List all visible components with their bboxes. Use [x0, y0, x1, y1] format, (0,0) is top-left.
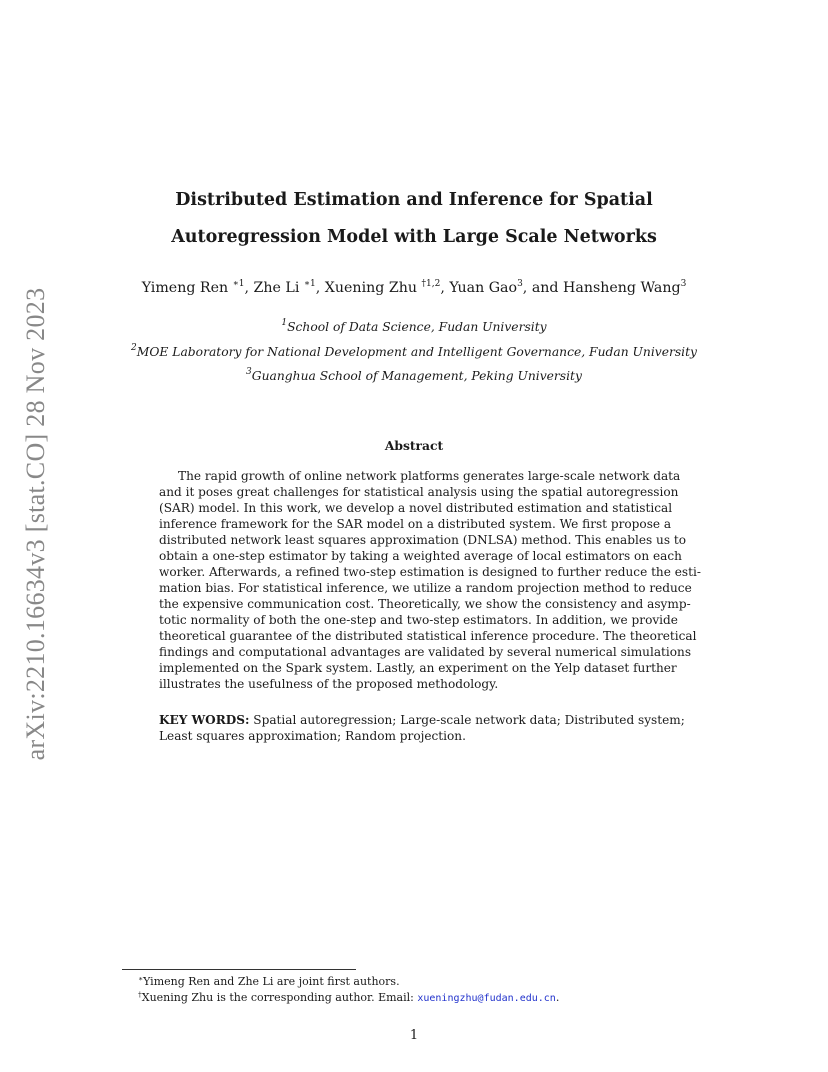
author-name: Hansheng Wang	[563, 280, 681, 296]
arxiv-identifier-stamp: arXiv:2210.16634v3 [stat.CO] 28 Nov 2023	[21, 287, 50, 761]
keywords-section	[159, 712, 685, 744]
author-affiliation-mark: ∗1	[232, 279, 245, 289]
email-link[interactable]: xueningzhu@fudan.edu.cn	[417, 992, 556, 1004]
footnote-rule	[122, 969, 356, 970]
author-name: Yimeng Ren	[141, 280, 229, 296]
footnote-text: Xuening Zhu is the corresponding author. Email:	[141, 990, 418, 1004]
abstract-body	[159, 468, 701, 692]
abstract-line: worker. Afterwards, a refined two-step estimation is designed to further reduce the esti-	[159, 565, 701, 579]
footnote-text: Yimeng Ren and Zhe Li are joint first authors.	[143, 975, 400, 988]
abstract-line: (SAR) model. In this work, we develop a novel distributed estimation and statistical	[159, 501, 673, 515]
author-name: Yuan Gao	[449, 280, 518, 296]
footnote-mark: †	[138, 989, 142, 999]
keywords-text-2: Least squares approximation; Random projection.	[159, 729, 466, 743]
affiliation-number: 1	[281, 318, 288, 328]
affiliation-3	[60, 369, 768, 383]
author-separator: ,	[315, 280, 325, 296]
footnotes	[138, 974, 559, 1006]
keywords-label: KEY WORDS:	[159, 713, 250, 727]
footnote-1	[138, 974, 559, 990]
affiliation-text: MOE Laboratory for National Development and Intelligent Governance, Fudan University	[136, 345, 697, 359]
abstract-line: the expensive communication cost. Theoretically, we show the consistency and asymp-	[159, 597, 691, 611]
affiliation-text: Guanghua School of Management, Peking University	[251, 369, 582, 383]
author-affiliation-mark: ∗1	[303, 279, 316, 289]
abstract-line: theoretical guarantee of the distributed statistical inference procedure. The theoretical	[159, 629, 697, 643]
abstract-line: mation bias. For statistical inference, we utilize a random projection method to reduce	[159, 581, 692, 595]
footnote-period: .	[555, 990, 560, 1004]
affiliation-number: 2	[131, 343, 137, 353]
affiliation-text: School of Data Science, Fudan University	[287, 320, 547, 334]
abstract-line: distributed network least squares approximation (DNLSA) method. This enables us to	[159, 533, 687, 547]
author-name: Zhe Li	[253, 280, 300, 296]
author-name: Xuening Zhu	[324, 280, 417, 296]
title-line-1: Distributed Estimation and Inference for Spatial	[175, 190, 653, 210]
abstract-heading: Abstract	[384, 438, 444, 453]
author-affiliation-mark: 3	[680, 279, 687, 289]
author-separator: ,	[244, 280, 254, 296]
affiliation-2	[60, 345, 768, 359]
affiliation-number: 3	[246, 367, 252, 377]
abstract-line: implemented on the Spark system. Lastly, an experiment on the Yelp dataset further	[159, 661, 677, 675]
author-list	[80, 280, 748, 296]
abstract-line: illustrates the usefulness of the proposed methodology.	[159, 677, 499, 691]
abstract-line: The rapid growth of online network platforms generates large-scale network data	[178, 469, 681, 483]
keywords-line-1	[159, 712, 685, 728]
abstract-line: totic normality of both the one-step and two-step estimators. In addition, we provide	[159, 613, 678, 627]
author-separator: , and	[522, 280, 564, 296]
abstract-line: findings and computational advantages are validated by several numerical simulations	[159, 645, 692, 659]
affiliation-1	[60, 320, 768, 334]
abstract-line: and it poses great challenges for statistical analysis using the spatial autoregression	[159, 485, 679, 499]
paper-title	[100, 182, 728, 256]
footnote-mark: ∗	[138, 974, 144, 983]
footnote-2	[138, 990, 559, 1007]
author-separator: ,	[440, 280, 450, 296]
page-number: 1	[409, 1028, 419, 1043]
abstract-line: obtain a one-step estimator by taking a weighted average of local estimators on each	[159, 549, 682, 563]
abstract-line: inference framework for the SAR model on a distributed system. We first propose a	[159, 517, 672, 531]
author-affiliation-mark: †1,2	[421, 279, 441, 289]
keywords-text-1: Spatial autoregression; Large-scale network data; Distributed system;	[253, 713, 685, 727]
author-affiliation-mark: 3	[517, 279, 523, 289]
title-line-2: Autoregression Model with Large Scale Networks	[171, 227, 657, 247]
